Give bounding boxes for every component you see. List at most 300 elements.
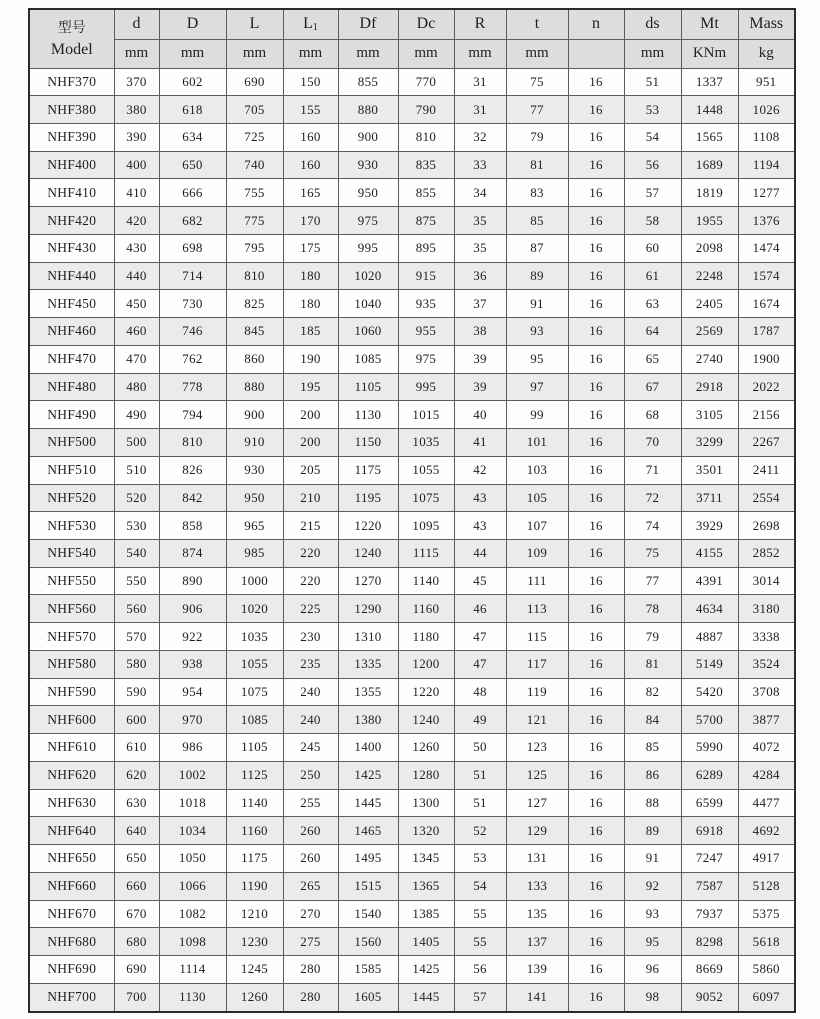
value-cell: 1175	[226, 845, 283, 873]
value-cell: 930	[338, 151, 398, 179]
value-cell: 690	[226, 68, 283, 96]
value-cell: 6918	[681, 817, 738, 845]
value-cell: 119	[506, 678, 568, 706]
value-cell: 77	[506, 96, 568, 124]
value-cell: 39	[454, 345, 506, 373]
value-cell: 61	[624, 262, 681, 290]
value-cell: 89	[624, 817, 681, 845]
col-header-Dc: Dc	[398, 9, 454, 39]
value-cell: 1365	[398, 872, 454, 900]
header-unit-row	[29, 39, 795, 68]
value-cell: 2569	[681, 318, 738, 346]
model-cell: NHF630	[29, 789, 114, 817]
table-row	[29, 512, 795, 540]
value-cell: 880	[338, 96, 398, 124]
value-cell: 139	[506, 956, 568, 984]
value-cell: 6289	[681, 761, 738, 789]
value-cell: 70	[624, 429, 681, 457]
value-cell: 4391	[681, 567, 738, 595]
unit-cell: mm	[338, 39, 398, 68]
value-cell: 33	[454, 151, 506, 179]
model-cell: NHF590	[29, 678, 114, 706]
value-cell: 1290	[338, 595, 398, 623]
value-cell: 141	[506, 983, 568, 1012]
value-cell: 975	[398, 345, 454, 373]
unit-cell: KNm	[681, 39, 738, 68]
value-cell: 2156	[738, 401, 795, 429]
value-cell: 1040	[338, 290, 398, 318]
value-cell: 43	[454, 484, 506, 512]
col-header-Mt: Mt	[681, 9, 738, 39]
value-cell: 45	[454, 567, 506, 595]
value-cell: 590	[114, 678, 159, 706]
table-row	[29, 900, 795, 928]
value-cell: 650	[114, 845, 159, 873]
value-cell: 16	[568, 290, 624, 318]
value-cell: 265	[283, 872, 338, 900]
table-row	[29, 734, 795, 762]
value-cell: 380	[114, 96, 159, 124]
table-row	[29, 761, 795, 789]
value-cell: 16	[568, 956, 624, 984]
value-cell: 610	[114, 734, 159, 762]
value-cell: 1175	[338, 456, 398, 484]
value-cell: 950	[338, 179, 398, 207]
value-cell: 790	[398, 96, 454, 124]
value-cell: 1190	[226, 872, 283, 900]
value-cell: 98	[624, 983, 681, 1012]
unit-cell: mm	[283, 39, 338, 68]
value-cell: 682	[159, 207, 226, 235]
table-row	[29, 484, 795, 512]
value-cell: 137	[506, 928, 568, 956]
value-cell: 1066	[159, 872, 226, 900]
value-cell: 36	[454, 262, 506, 290]
value-cell: 874	[159, 539, 226, 567]
value-cell: 215	[283, 512, 338, 540]
spec-table-container	[28, 8, 793, 1013]
value-cell: 195	[283, 373, 338, 401]
model-cell: NHF600	[29, 706, 114, 734]
value-cell: 680	[114, 928, 159, 956]
value-cell: 55	[454, 928, 506, 956]
value-cell: 4887	[681, 623, 738, 651]
value-cell: 16	[568, 817, 624, 845]
value-cell: 81	[624, 650, 681, 678]
value-cell: 31	[454, 96, 506, 124]
value-cell: 602	[159, 68, 226, 96]
value-cell: 450	[114, 290, 159, 318]
value-cell: 540	[114, 539, 159, 567]
value-cell: 129	[506, 817, 568, 845]
value-cell: 6599	[681, 789, 738, 817]
value-cell: 3338	[738, 623, 795, 651]
table-body	[29, 68, 795, 1012]
value-cell: 7937	[681, 900, 738, 928]
model-cell: NHF380	[29, 96, 114, 124]
value-cell: 954	[159, 678, 226, 706]
value-cell: 8669	[681, 956, 738, 984]
value-cell: 16	[568, 234, 624, 262]
header-label-row	[29, 9, 795, 39]
value-cell: 1515	[338, 872, 398, 900]
value-cell: 1108	[738, 123, 795, 151]
value-cell: 490	[114, 401, 159, 429]
value-cell: 125	[506, 761, 568, 789]
value-cell: 52	[454, 817, 506, 845]
value-cell: 460	[114, 318, 159, 346]
value-cell: 155	[283, 96, 338, 124]
value-cell: 1130	[338, 401, 398, 429]
value-cell: 105	[506, 484, 568, 512]
value-cell: 83	[506, 179, 568, 207]
value-cell: 123	[506, 734, 568, 762]
value-cell: 825	[226, 290, 283, 318]
col-header-t: t	[506, 9, 568, 39]
value-cell: 54	[454, 872, 506, 900]
value-cell: 16	[568, 650, 624, 678]
value-cell: 16	[568, 151, 624, 179]
value-cell: 5375	[738, 900, 795, 928]
value-cell: 1380	[338, 706, 398, 734]
value-cell: 3877	[738, 706, 795, 734]
value-cell: 1335	[338, 650, 398, 678]
value-cell: 46	[454, 595, 506, 623]
value-cell: 1474	[738, 234, 795, 262]
value-cell: 666	[159, 179, 226, 207]
value-cell: 1605	[338, 983, 398, 1012]
value-cell: 235	[283, 650, 338, 678]
value-cell: 16	[568, 484, 624, 512]
value-cell: 995	[398, 373, 454, 401]
value-cell: 630	[114, 789, 159, 817]
value-cell: 1448	[681, 96, 738, 124]
value-cell: 1787	[738, 318, 795, 346]
model-cell: NHF480	[29, 373, 114, 401]
value-cell: 2267	[738, 429, 795, 457]
model-cell: NHF410	[29, 179, 114, 207]
value-cell: 1115	[398, 539, 454, 567]
value-cell: 746	[159, 318, 226, 346]
value-cell: 1425	[398, 956, 454, 984]
value-cell: 7587	[681, 872, 738, 900]
value-cell: 440	[114, 262, 159, 290]
value-cell: 1082	[159, 900, 226, 928]
value-cell: 150	[283, 68, 338, 96]
value-cell: 270	[283, 900, 338, 928]
value-cell: 16	[568, 983, 624, 1012]
value-cell: 16	[568, 318, 624, 346]
table-row	[29, 956, 795, 984]
value-cell: 4284	[738, 761, 795, 789]
value-cell: 95	[624, 928, 681, 956]
model-cell: NHF680	[29, 928, 114, 956]
value-cell: 2248	[681, 262, 738, 290]
value-cell: 5149	[681, 650, 738, 678]
model-cell: NHF510	[29, 456, 114, 484]
value-cell: 82	[624, 678, 681, 706]
value-cell: 690	[114, 956, 159, 984]
value-cell: 370	[114, 68, 159, 96]
table-header	[29, 9, 795, 68]
value-cell: 910	[226, 429, 283, 457]
model-cell: NHF500	[29, 429, 114, 457]
value-cell: 1000	[226, 567, 283, 595]
value-cell: 205	[283, 456, 338, 484]
model-cell: NHF440	[29, 262, 114, 290]
table-row	[29, 595, 795, 623]
value-cell: 810	[398, 123, 454, 151]
value-cell: 72	[624, 484, 681, 512]
unit-cell: mm	[398, 39, 454, 68]
value-cell: 48	[454, 678, 506, 706]
value-cell: 35	[454, 207, 506, 235]
value-cell: 3711	[681, 484, 738, 512]
value-cell: 4692	[738, 817, 795, 845]
model-cell: NHF640	[29, 817, 114, 845]
value-cell: 1085	[338, 345, 398, 373]
value-cell: 65	[624, 345, 681, 373]
value-cell: 9052	[681, 983, 738, 1012]
value-cell: 190	[283, 345, 338, 373]
table-row	[29, 567, 795, 595]
value-cell: 986	[159, 734, 226, 762]
value-cell: 2918	[681, 373, 738, 401]
table-row	[29, 373, 795, 401]
value-cell: 77	[624, 567, 681, 595]
value-cell: 1574	[738, 262, 795, 290]
value-cell: 1035	[398, 429, 454, 457]
value-cell: 16	[568, 928, 624, 956]
table-row	[29, 623, 795, 651]
value-cell: 1130	[159, 983, 226, 1012]
value-cell: 390	[114, 123, 159, 151]
value-cell: 170	[283, 207, 338, 235]
value-cell: 770	[398, 68, 454, 96]
value-cell: 1098	[159, 928, 226, 956]
value-cell: 845	[226, 318, 283, 346]
value-cell: 16	[568, 734, 624, 762]
model-label-en: Model	[50, 40, 93, 58]
value-cell: 480	[114, 373, 159, 401]
value-cell: 1075	[398, 484, 454, 512]
value-cell: 86	[624, 761, 681, 789]
value-cell: 43	[454, 512, 506, 540]
table-row	[29, 706, 795, 734]
value-cell: 1140	[398, 567, 454, 595]
value-cell: 430	[114, 234, 159, 262]
value-cell: 1240	[338, 539, 398, 567]
value-cell: 4072	[738, 734, 795, 762]
table-row	[29, 318, 795, 346]
value-cell: 1819	[681, 179, 738, 207]
value-cell: 900	[338, 123, 398, 151]
value-cell: 103	[506, 456, 568, 484]
value-cell: 1095	[398, 512, 454, 540]
value-cell: 16	[568, 262, 624, 290]
model-cell: NHF610	[29, 734, 114, 762]
value-cell: 225	[283, 595, 338, 623]
value-cell: 41	[454, 429, 506, 457]
value-cell: 250	[283, 761, 338, 789]
value-cell: 93	[624, 900, 681, 928]
table-row	[29, 68, 795, 96]
unit-cell: mm	[226, 39, 283, 68]
value-cell: 1055	[398, 456, 454, 484]
value-cell: 85	[624, 734, 681, 762]
model-cell: NHF650	[29, 845, 114, 873]
value-cell: 985	[226, 539, 283, 567]
table-row	[29, 983, 795, 1012]
value-cell: 620	[114, 761, 159, 789]
value-cell: 1495	[338, 845, 398, 873]
value-cell: 1405	[398, 928, 454, 956]
value-cell: 16	[568, 68, 624, 96]
model-cell: NHF660	[29, 872, 114, 900]
value-cell: 2411	[738, 456, 795, 484]
value-cell: 16	[568, 345, 624, 373]
unit-cell: mm	[159, 39, 226, 68]
value-cell: 1105	[226, 734, 283, 762]
value-cell: 3180	[738, 595, 795, 623]
model-cell: NHF490	[29, 401, 114, 429]
value-cell: 2022	[738, 373, 795, 401]
value-cell: 1900	[738, 345, 795, 373]
value-cell: 34	[454, 179, 506, 207]
unit-cell: kg	[738, 39, 795, 68]
value-cell: 127	[506, 789, 568, 817]
value-cell: 51	[454, 761, 506, 789]
value-cell: 16	[568, 373, 624, 401]
value-cell: 1345	[398, 845, 454, 873]
value-cell: 220	[283, 567, 338, 595]
value-cell: 200	[283, 429, 338, 457]
unit-cell: mm	[114, 39, 159, 68]
value-cell: 1277	[738, 179, 795, 207]
model-label-cn: 型号	[57, 21, 86, 36]
value-cell: 1002	[159, 761, 226, 789]
value-cell: 16	[568, 761, 624, 789]
value-cell: 1220	[398, 678, 454, 706]
value-cell: 1310	[338, 623, 398, 651]
value-cell: 4917	[738, 845, 795, 873]
value-cell: 5420	[681, 678, 738, 706]
table-row	[29, 872, 795, 900]
value-cell: 1240	[398, 706, 454, 734]
value-cell: 67	[624, 373, 681, 401]
value-cell: 49	[454, 706, 506, 734]
col-header-Df: Df	[338, 9, 398, 39]
value-cell: 37	[454, 290, 506, 318]
model-cell: NHF400	[29, 151, 114, 179]
value-cell: 5618	[738, 928, 795, 956]
table-row	[29, 845, 795, 873]
value-cell: 240	[283, 706, 338, 734]
value-cell: 1385	[398, 900, 454, 928]
value-cell: 53	[454, 845, 506, 873]
value-cell: 951	[738, 68, 795, 96]
value-cell: 131	[506, 845, 568, 873]
value-cell: 1160	[398, 595, 454, 623]
value-cell: 16	[568, 872, 624, 900]
value-cell: 1280	[398, 761, 454, 789]
value-cell: 230	[283, 623, 338, 651]
value-cell: 16	[568, 900, 624, 928]
value-cell: 16	[568, 539, 624, 567]
value-cell: 2852	[738, 539, 795, 567]
value-cell: 935	[398, 290, 454, 318]
value-cell: 5700	[681, 706, 738, 734]
value-cell: 16	[568, 789, 624, 817]
value-cell: 794	[159, 401, 226, 429]
value-cell: 698	[159, 234, 226, 262]
model-cell: NHF370	[29, 68, 114, 96]
value-cell: 3524	[738, 650, 795, 678]
value-cell: 1376	[738, 207, 795, 235]
value-cell: 16	[568, 456, 624, 484]
value-cell: 1020	[226, 595, 283, 623]
value-cell: 2554	[738, 484, 795, 512]
value-cell: 875	[398, 207, 454, 235]
value-cell: 280	[283, 956, 338, 984]
model-cell: NHF550	[29, 567, 114, 595]
value-cell: 210	[283, 484, 338, 512]
value-cell: 810	[226, 262, 283, 290]
value-cell: 5990	[681, 734, 738, 762]
value-cell: 1160	[226, 817, 283, 845]
value-cell: 56	[624, 151, 681, 179]
value-cell: 4477	[738, 789, 795, 817]
value-cell: 1955	[681, 207, 738, 235]
value-cell: 16	[568, 845, 624, 873]
value-cell: 1140	[226, 789, 283, 817]
col-header-ds: ds	[624, 9, 681, 39]
value-cell: 185	[283, 318, 338, 346]
value-cell: 51	[454, 789, 506, 817]
value-cell: 975	[338, 207, 398, 235]
value-cell: 40	[454, 401, 506, 429]
value-cell: 1270	[338, 567, 398, 595]
table-row	[29, 290, 795, 318]
value-cell: 99	[506, 401, 568, 429]
value-cell: 755	[226, 179, 283, 207]
value-cell: 1300	[398, 789, 454, 817]
value-cell: 795	[226, 234, 283, 262]
value-cell: 91	[506, 290, 568, 318]
value-cell: 570	[114, 623, 159, 651]
value-cell: 74	[624, 512, 681, 540]
col-header-R: R	[454, 9, 506, 39]
model-cell: NHF530	[29, 512, 114, 540]
table-row	[29, 817, 795, 845]
value-cell: 255	[283, 789, 338, 817]
value-cell: 16	[568, 678, 624, 706]
value-cell: 1674	[738, 290, 795, 318]
value-cell: 1085	[226, 706, 283, 734]
value-cell: 530	[114, 512, 159, 540]
value-cell: 42	[454, 456, 506, 484]
value-cell: 3014	[738, 567, 795, 595]
value-cell: 71	[624, 456, 681, 484]
value-cell: 1445	[398, 983, 454, 1012]
value-cell: 53	[624, 96, 681, 124]
unit-cell: mm	[454, 39, 506, 68]
value-cell: 275	[283, 928, 338, 956]
value-cell: 1445	[338, 789, 398, 817]
value-cell: 79	[506, 123, 568, 151]
value-cell: 2405	[681, 290, 738, 318]
value-cell: 670	[114, 900, 159, 928]
